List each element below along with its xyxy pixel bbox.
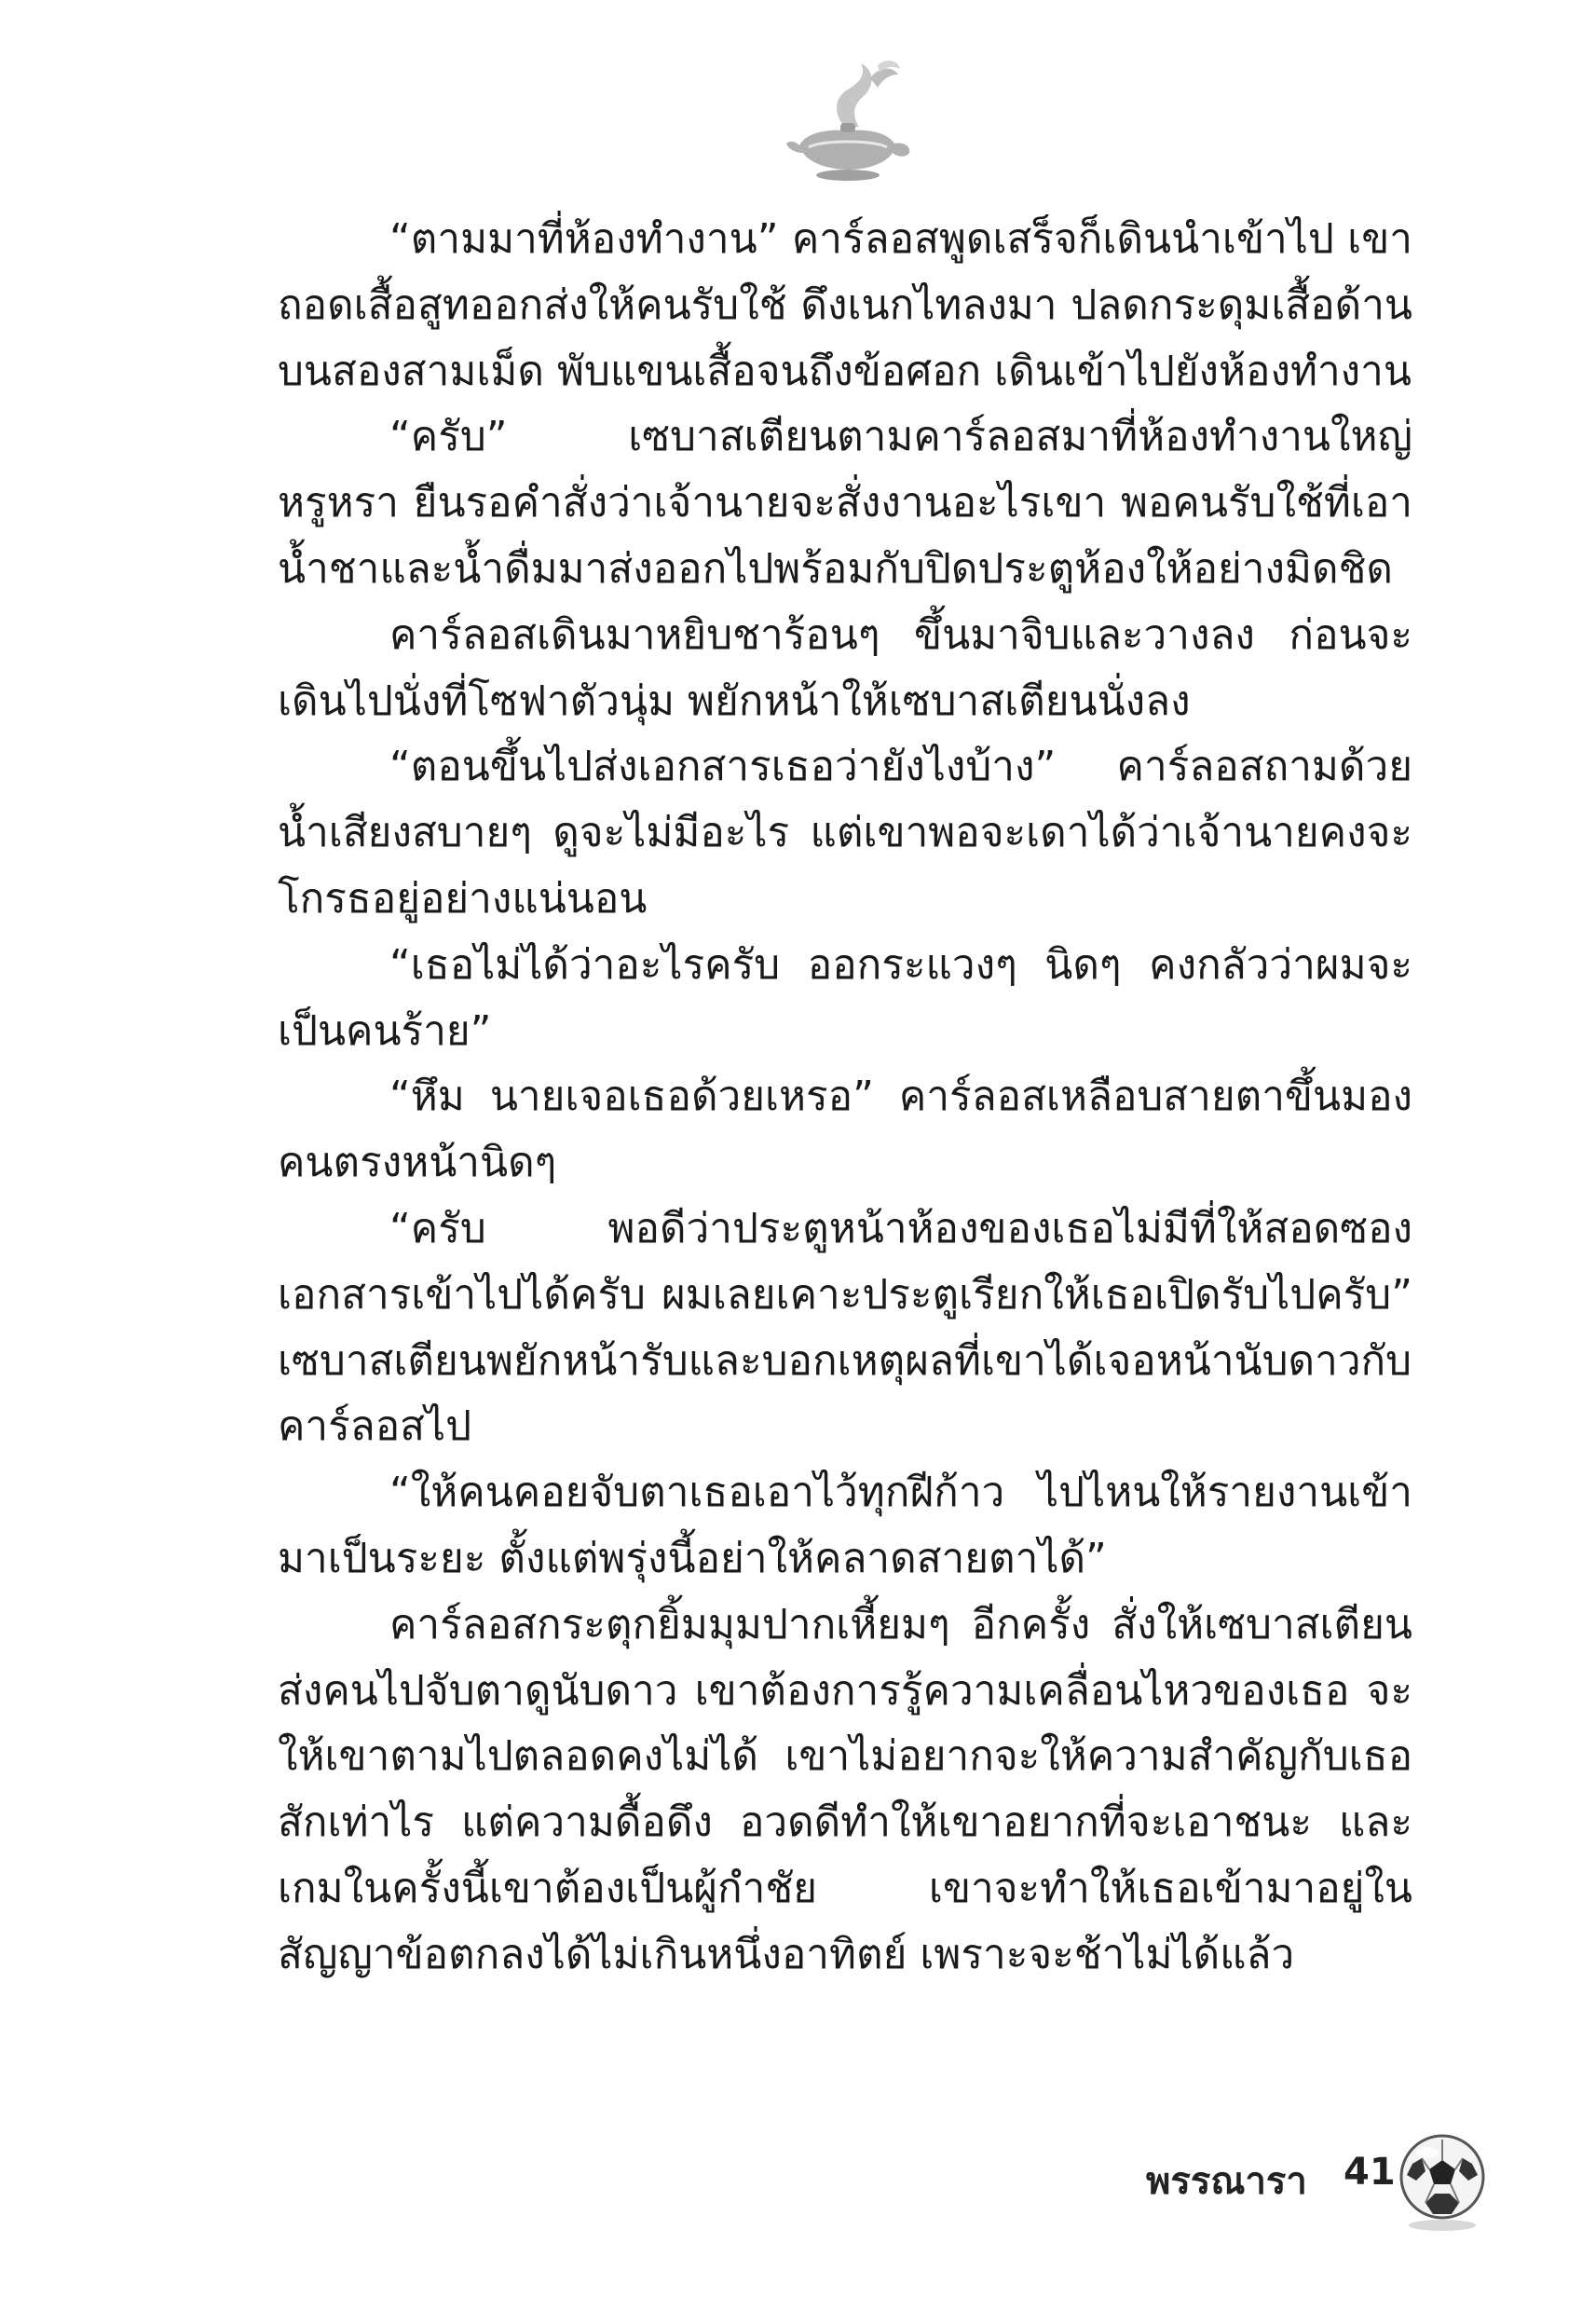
paragraph: “ครับ” เซบาสเตียนตามคาร์ลอสมาที่ห้องทำงานใหญ่หรูหรา ยืนรอคำสั่งว่าเจ้านายจะสั่งงานอะไรเขา พอคนรับใช้ที่เอาน้ำชาและน้ำดื่มมาส่งออกไปพร้อมกับปิดประตูห้องให้อย่างมิดชิด <box>278 413 1412 593</box>
paragraph: “เธอไม่ได้ว่าอะไรครับ ออกระแวงๆ นิดๆ คงกลัวว่าผมจะเป็นคนร้าย” <box>278 940 1412 1055</box>
page-footer <box>1146 2143 1453 2255</box>
paragraph: คาร์ลอสเดินมาหยิบชาร้อนๆ ขึ้นมาจิบและวางลง ก่อนจะเดินไปนั่งที่โซฟาตัวนุ่ม พยักหน้าให้เซบาสเตียนนั่งลง <box>278 610 1412 725</box>
paragraph: “ตอนขึ้นไปส่งเอกสารเธอว่ายังไงบ้าง” คาร์ลอสถามด้วยน้ำเสียงสบายๆ ดูจะไม่มีอะไร แต่เขาพอจะเดาได้ว่าเจ้านายคงจะโกรธอยู่อย่างแน่นอน <box>278 743 1412 923</box>
paragraph: “ตามมาที่ห้องทำงาน” คาร์ลอสพูดเสร็จก็เดินนำเข้าไป เขาถอดเสื้อสูทออกส่งให้คนรับใช้ ดึงเนกไทลงมา ปลดกระดุมเสื้อด้านบนสองสามเม็ด พับแขนเสื้อจนถึงข้อศอก เดินเข้าไปยังห้องทำงาน <box>278 215 1412 395</box>
paragraph: “ให้คนคอยจับตาเธอเอาไว้ทุกฝีก้าว ไปไหนให้รายงานเข้ามาเป็นระยะ ตั้งแต่พรุ่งนี้อย่าให้คลาดสายตาได้” <box>278 1469 1412 1582</box>
magic-lamp-icon <box>781 56 921 186</box>
soccer-ball-icon <box>1398 2132 1487 2235</box>
page-number: 41 <box>1344 2151 1396 2194</box>
paragraph: คาร์ลอสกระตุกยิ้มมุมปากเหี้ยมๆ อีกครั้ง สั่งให้เซบาสเตียนส่งคนไปจับตาดูนับดาว เขาต้องการรู้ความเคลื่อนไหวของเธอ จะให้เขาตามไปตลอดคงไม่ได้ เขาไม่อยากจะให้ความสำคัญกับเธอสักเท่าไร แต่ความดื้อดึง อวดดีทำให้เขาอยากที่จะเอาชนะ และเกมในครั้งนี้เขาต้องเป็นผู้กำชัย เขาจะทำให้เธอเข้ามาอยู่ในสัญญาข้อตกลงได้ไม่เกินหนึ่งอาทิตย์ เพราะจะช้าไม่ได้แล้ว <box>278 1600 1412 1978</box>
paragraph: “ครับ พอดีว่าประตูหน้าห้องของเธอไม่มีที่ให้สอดซองเอกสารเข้าไปได้ครับ ผมเลยเคาะประตูเรียกให้เธอเปิดรับไปครับ” เซบาสเตียนพยักหน้ารับและบอกเหตุผลที่เขาได้เจอหน้านับดาวกับคาร์ลอสไป <box>278 1204 1412 1451</box>
paragraph: “หึม นายเจอเธอด้วยเหรอ” คาร์ลอสเหลือบสายตาขึ้นมองคนตรงหน้านิดๆ <box>278 1073 1412 1187</box>
body-text <box>278 207 1412 1989</box>
book-title: พรรณารา <box>1146 2160 1307 2203</box>
